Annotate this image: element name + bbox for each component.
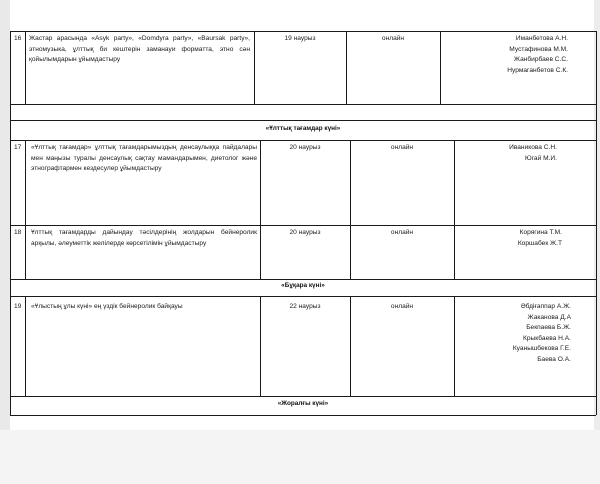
person-name: Югай М.И. bbox=[525, 154, 557, 162]
person-name: Коршабек Ж.Т bbox=[517, 239, 562, 247]
section-heading: «Ұлттық тағамдар күні» bbox=[265, 125, 341, 132]
table-border bbox=[10, 140, 596, 141]
person-name: Мустафинова М.М. bbox=[509, 45, 568, 53]
table-border bbox=[10, 225, 596, 226]
section-heading: «Жоралғы күні» bbox=[277, 400, 329, 407]
table-border bbox=[25, 31, 26, 104]
event-format: онлайн bbox=[390, 229, 414, 236]
table-border bbox=[10, 396, 596, 397]
person-name: Баева О.А. bbox=[537, 355, 571, 363]
table-border bbox=[10, 120, 596, 121]
table-border bbox=[25, 140, 26, 225]
event-description: Ұлттық тағамдарды дайындау тәсілдерінің жолдарын бейнеролик арқылы, әлеуметтік желілерде көрсетілімін ұйымдастыру bbox=[31, 229, 257, 247]
event-date: 20 наурыз bbox=[289, 229, 321, 236]
person-name: Куанышбекова Г.Е. bbox=[512, 345, 571, 352]
table-border bbox=[10, 415, 596, 416]
event-date: 20 наурыз bbox=[289, 144, 321, 151]
person-name: Әбдіғаппар А.Ж. bbox=[520, 303, 571, 310]
responsible-people bbox=[454, 302, 571, 365]
row-number: 17 bbox=[14, 144, 22, 151]
responsible-people bbox=[440, 34, 568, 76]
table-border bbox=[596, 31, 597, 415]
table-border bbox=[25, 225, 26, 279]
person-name: Бекпаева Б.Ж. bbox=[526, 324, 571, 331]
event-date: 22 наурыз bbox=[289, 303, 321, 310]
table-border bbox=[10, 31, 11, 415]
event-description: Жастар арасында «Asyk party», «Domdyra party», «Baursak party», этномузыка, ұлттық би кештерін заманауи форматта, этно сән қойылымдарын ұйымдастыру bbox=[29, 35, 250, 63]
table-border bbox=[10, 31, 596, 32]
person-name: Нурмаганбетов С.К. bbox=[507, 66, 568, 74]
person-name: Корягина Т.М. bbox=[519, 229, 562, 236]
event-format: онлайн bbox=[390, 303, 414, 310]
person-name: Жанбирбаев С.С. bbox=[513, 56, 568, 63]
row-number: 19 bbox=[14, 303, 22, 310]
person-name: Крыкбаева Н.А. bbox=[523, 334, 571, 342]
event-format: онлайн bbox=[390, 144, 414, 151]
section-heading: «Бұқара күні» bbox=[281, 282, 325, 289]
responsible-people bbox=[454, 143, 557, 164]
row-number: 18 bbox=[14, 229, 22, 236]
responsible-people bbox=[454, 228, 562, 249]
person-name: Жаканова Д.А bbox=[527, 313, 571, 321]
row-number: 16 bbox=[14, 35, 22, 42]
person-name: Иваникова С.Н. bbox=[509, 144, 557, 151]
table-border bbox=[10, 279, 596, 280]
table-border bbox=[25, 296, 26, 396]
person-name: Иманбетова А.Н. bbox=[515, 35, 568, 42]
event-description: «Ұлыстың ұлы күні» ең үздік бейнеролик байқауы bbox=[31, 303, 183, 310]
table-border bbox=[10, 296, 596, 297]
event-date: 19 наурыз bbox=[284, 35, 316, 42]
event-format: онлайн bbox=[381, 35, 405, 42]
table-border bbox=[10, 104, 596, 105]
event-description: «Ұлттық тағамдар» ұлттық тағамдарымыздың денсаулыққа пайдалары мен маңызы туралы денсаулық сақтау мамандарымен, диетолог және этнографтармен кездесулер ұйымдастыру bbox=[31, 144, 257, 172]
